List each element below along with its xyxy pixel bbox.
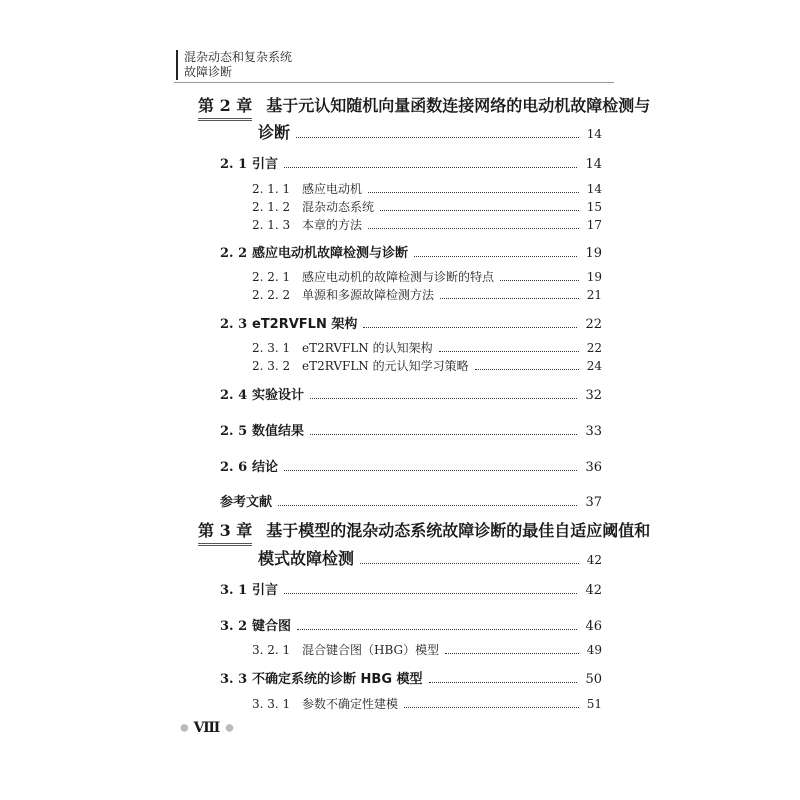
running-header	[176, 50, 292, 80]
leader-dots	[360, 551, 579, 564]
chapter-2-heading	[198, 93, 651, 121]
leader-dots	[310, 388, 577, 399]
toc-entry-2-2-1[interactable]	[252, 268, 602, 285]
page-number: 51	[586, 697, 602, 711]
section-number: 3. 2	[220, 619, 248, 634]
toc-entry-3-2[interactable]	[220, 615, 602, 634]
leader-dots	[429, 672, 578, 683]
leader-dots	[296, 125, 579, 138]
subsection-number: 3. 3. 1	[252, 697, 291, 711]
chapter-2-entry[interactable]	[258, 120, 602, 143]
footer-bullet-icon: ●	[225, 722, 234, 734]
toc-entry-2-3-2[interactable]	[252, 357, 602, 374]
subsection-title: eT2RVFLN 的元认知学习策略	[302, 359, 469, 373]
section-number: 3. 1	[220, 583, 248, 598]
page-number: 15	[586, 200, 602, 214]
section-number: 2. 2	[220, 246, 248, 261]
page-number: 22	[586, 341, 602, 355]
page-number: 17	[586, 218, 602, 232]
toc-entry-2-2-2[interactable]	[252, 286, 602, 303]
header-title-line1: 混杂动态和复杂系统	[184, 50, 293, 64]
page-number: 50	[585, 672, 602, 687]
toc-entry-2-1-2[interactable]	[252, 198, 602, 215]
subsection-title: 混杂动态系统	[302, 200, 375, 214]
toc-entry-3-3[interactable]	[220, 668, 602, 687]
page-number: 36	[585, 460, 602, 475]
section-number: 3. 3	[220, 672, 248, 687]
page-number: 46	[585, 619, 602, 634]
section-title: 键合图	[252, 619, 292, 634]
section-number: 2. 1	[220, 157, 248, 172]
page-number: 32	[585, 388, 602, 403]
subsection-number: 2. 3. 2	[252, 359, 291, 373]
section-title: 引言	[252, 583, 279, 598]
page-number: 14	[586, 127, 602, 141]
roman-page-number: Ⅷ	[193, 720, 221, 736]
chapter-3-entry[interactable]	[258, 546, 602, 569]
leader-dots	[404, 698, 579, 708]
subsection-number: 2. 1. 2	[252, 200, 291, 214]
page-number: 14	[586, 182, 602, 196]
leader-dots	[310, 424, 577, 435]
leader-dots	[440, 289, 579, 299]
section-title: 结论	[252, 460, 279, 475]
leader-dots	[284, 583, 577, 594]
section-number: 2. 5	[220, 424, 248, 439]
leader-dots	[445, 644, 579, 654]
page-number-footer	[180, 720, 234, 736]
chapter-2-title-line1: 基于元认知随机向量函数连接网络的电动机故障检测与	[266, 96, 651, 115]
page-number: 49	[586, 643, 602, 657]
references-title: 参考文献	[220, 495, 273, 510]
section-title: 实验设计	[252, 388, 305, 403]
toc-entry-2-2[interactable]	[220, 242, 602, 261]
subsection-number: 2. 1. 1	[252, 182, 291, 196]
subsection-title: 感应电动机	[302, 182, 363, 196]
toc-entry-2-1-3[interactable]	[252, 216, 602, 233]
header-rule	[174, 82, 614, 83]
toc-entry-2-3-1[interactable]	[252, 339, 602, 356]
page-number: 22	[585, 317, 602, 332]
page-number: 42	[586, 553, 602, 567]
toc-entry-references[interactable]	[220, 491, 602, 510]
footer-bullet-icon: ●	[180, 722, 189, 734]
subsection-number: 2. 3. 1	[252, 341, 291, 355]
toc-entry-2-4[interactable]	[220, 384, 602, 403]
subsection-title: 感应电动机的故障检测与诊断的特点	[302, 270, 495, 284]
toc-entry-3-3-1[interactable]	[252, 695, 602, 712]
leader-dots	[284, 157, 577, 168]
page-number: 33	[585, 424, 602, 439]
leader-dots	[368, 219, 579, 229]
subsection-title: 混合键合图（HBG）模型	[302, 643, 440, 657]
subsection-number: 2. 2. 1	[252, 270, 291, 284]
leader-dots	[297, 619, 577, 630]
section-number: 2. 4	[220, 388, 248, 403]
toc-entry-2-6[interactable]	[220, 456, 602, 475]
section-number: 2. 3	[220, 317, 248, 332]
section-title: 感应电动机故障检测与诊断	[252, 246, 409, 261]
toc-entry-2-5[interactable]	[220, 420, 602, 439]
leader-dots	[284, 460, 577, 471]
subsection-title: 单源和多源故障检测方法	[302, 288, 435, 302]
chapter-2-number: 第 2 章	[198, 93, 252, 121]
section-title: eT2RVFLN 架构	[252, 317, 358, 332]
toc-entry-2-1-1[interactable]	[252, 180, 602, 197]
header-title-line2: 故障诊断	[184, 65, 233, 79]
page-number: 21	[586, 288, 602, 302]
subsection-title: 本章的方法	[302, 218, 363, 232]
leader-dots	[368, 183, 579, 193]
section-number: 2. 6	[220, 460, 248, 475]
toc-entry-2-3[interactable]	[220, 313, 602, 332]
subsection-number: 2. 2. 2	[252, 288, 291, 302]
page-number: 24	[586, 359, 602, 373]
section-title: 不确定系统的诊断 HBG 模型	[252, 672, 423, 687]
leader-dots	[380, 201, 579, 211]
page-number: 37	[585, 495, 602, 510]
section-title: 引言	[252, 157, 279, 172]
toc-entry-2-1[interactable]	[220, 153, 602, 172]
subsection-title: 参数不确定性建模	[302, 697, 399, 711]
page-number: 14	[585, 157, 602, 172]
chapter-3-heading	[198, 518, 651, 546]
toc-entry-3-2-1[interactable]	[252, 641, 602, 658]
leader-dots	[363, 317, 577, 328]
page-number: 19	[586, 270, 602, 284]
section-title: 数值结果	[252, 424, 305, 439]
subsection-number: 2. 1. 3	[252, 218, 291, 232]
chapter-3-number: 第 3 章	[198, 518, 252, 546]
leader-dots	[500, 271, 579, 281]
chapter-3-title-line1: 基于模型的混杂动态系统故障诊断的最佳自适应阈值和	[266, 521, 651, 540]
leader-dots	[475, 360, 579, 370]
page-number: 42	[585, 583, 602, 598]
leader-dots	[439, 342, 579, 352]
chapter-2-title-line2: 诊断	[258, 123, 291, 142]
subsection-title: eT2RVFLN 的认知架构	[302, 341, 433, 355]
page-number: 19	[585, 246, 602, 261]
subsection-number: 3. 2. 1	[252, 643, 291, 657]
leader-dots	[414, 246, 577, 257]
toc-entry-3-1[interactable]	[220, 579, 602, 598]
chapter-3-title-line2: 模式故障检测	[258, 549, 355, 568]
leader-dots	[278, 495, 577, 506]
